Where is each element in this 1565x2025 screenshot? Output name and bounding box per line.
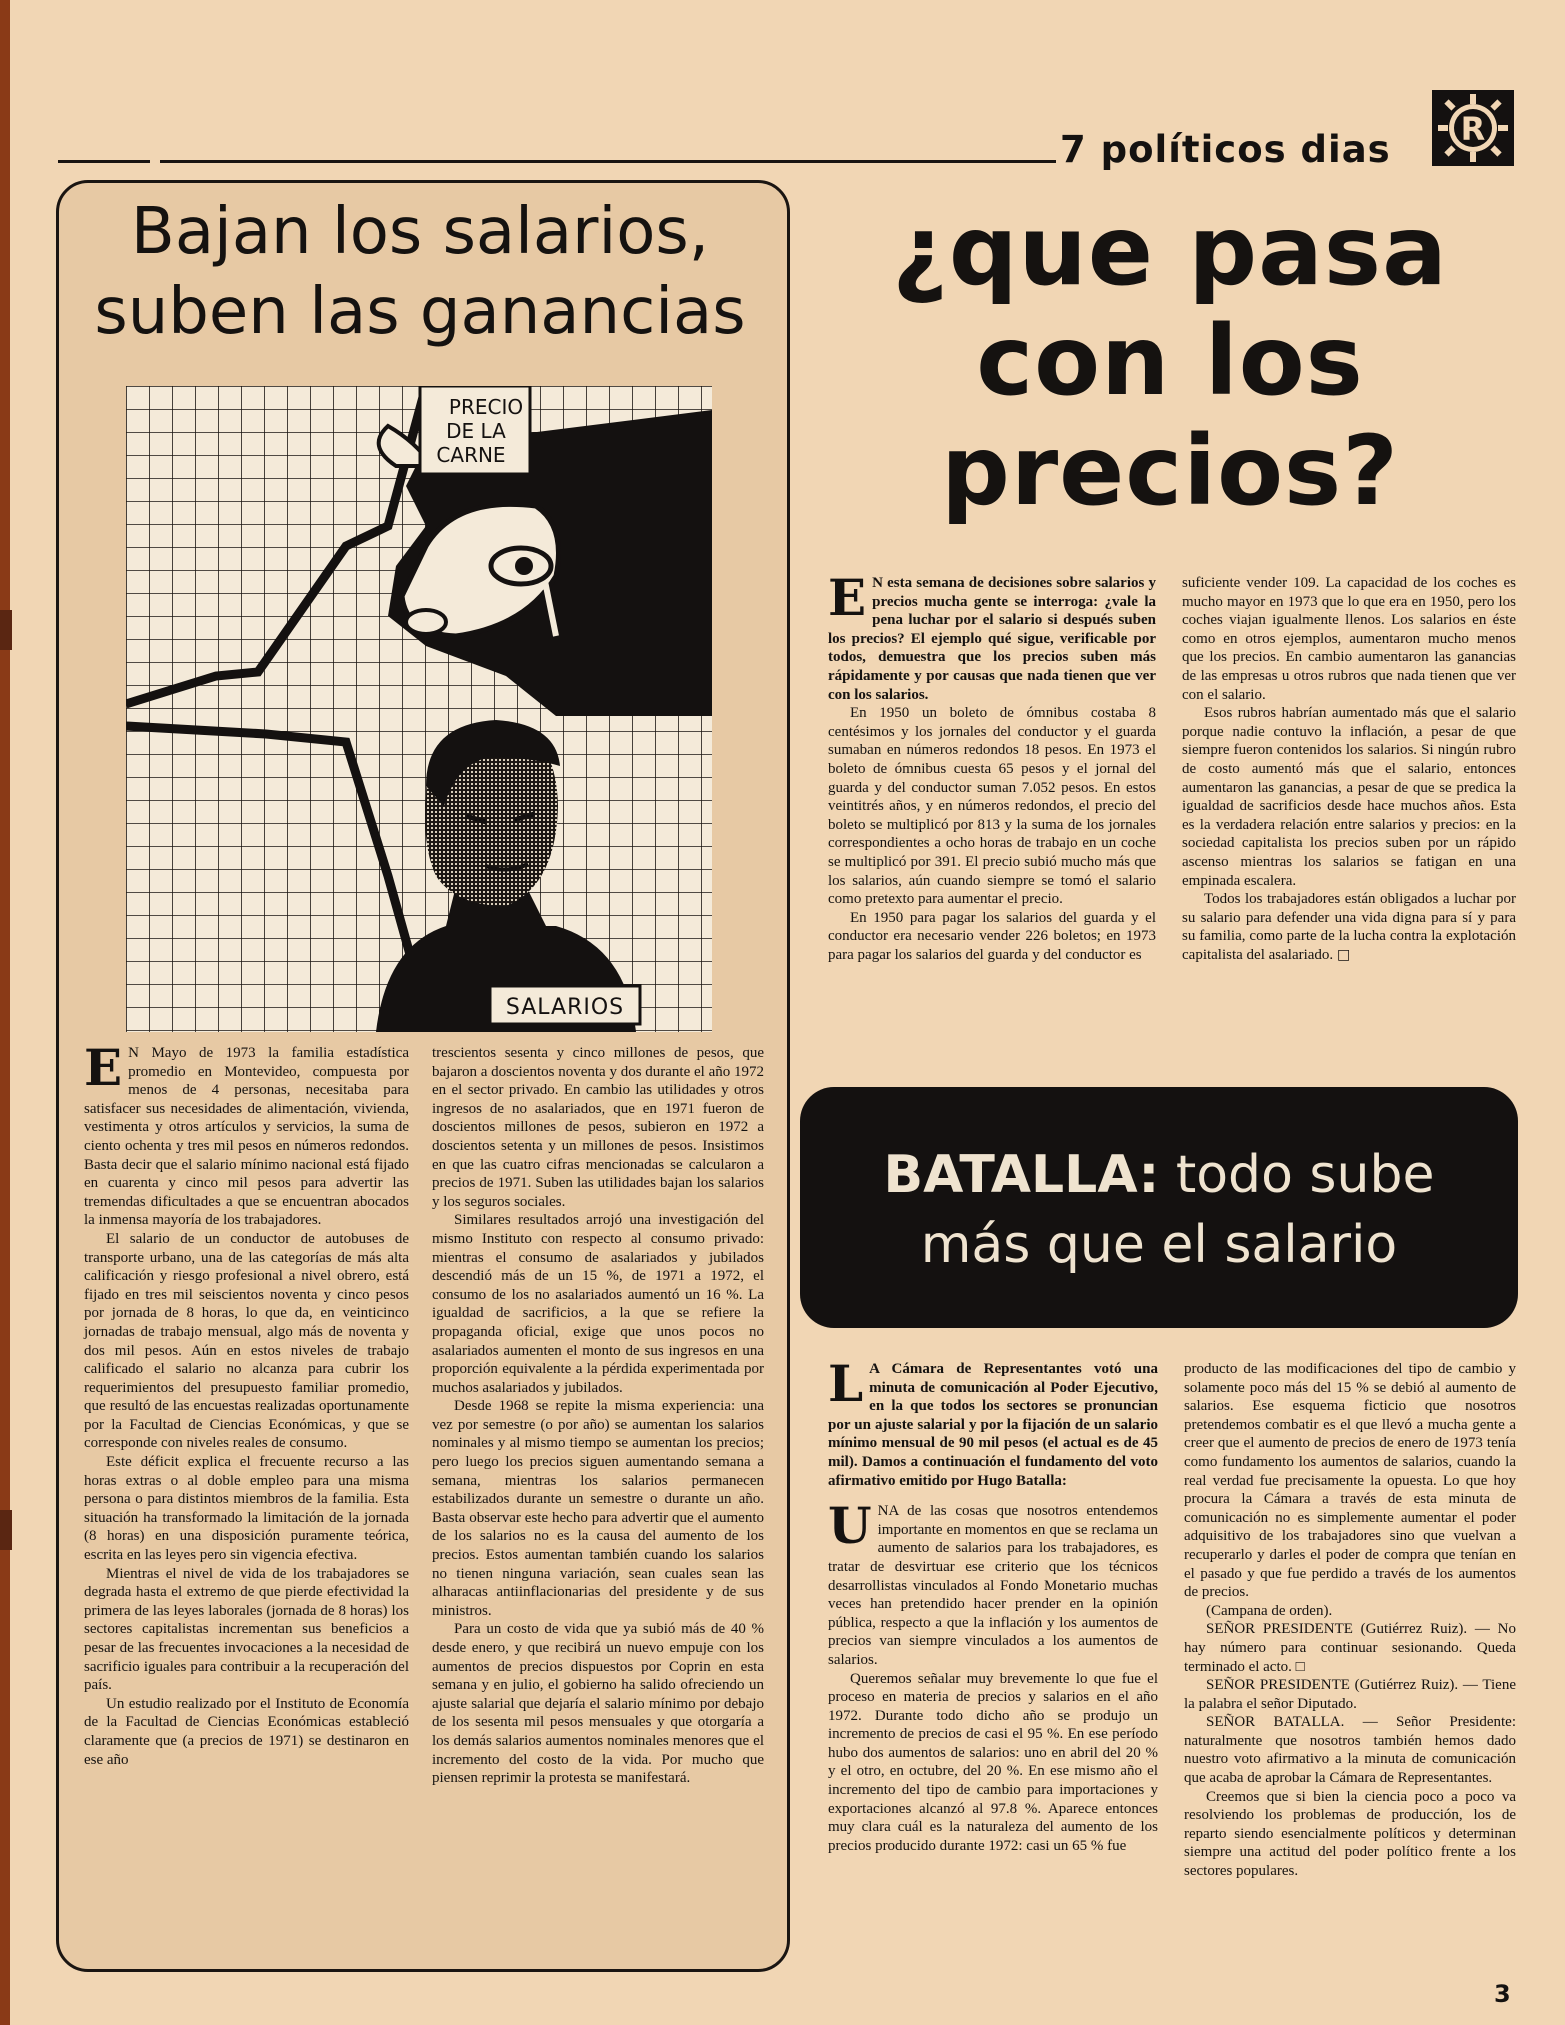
batalla-banner-text [800, 1140, 1518, 1280]
right-article-col1 [828, 568, 1156, 964]
right-headline-line: ¿que pasa [892, 195, 1448, 307]
price-label-line: DE LA [446, 419, 506, 443]
paragraph: SEÑOR BATALLA. — Señor Presidente: naturalmente que nosotros también hemos dado nuestro voto afirmativo a la minuta de comunicación que acaba de aprobar la Cámara de Representantes. [1184, 1714, 1516, 1787]
page-number: 3 [1494, 1980, 1511, 2008]
batalla-col2 [1184, 1360, 1516, 1881]
right-headline [800, 196, 1540, 526]
paragraph: Un estudio realizado por el Instituto de Economía de la Facultad de Ciencias Económicas estableció claramente que (a precios de 1971) se destinaron en ese año [84, 1695, 409, 1768]
magazine-logo [1430, 88, 1516, 168]
paragraph: Queremos señalar muy brevemente lo que fue el proceso en materia de precios y salarios en el año 1972. Durante todo dicho año se produjo un incremento de precios de casi el 95 %. En ese período hubo dos aumentos de salarios: uno en abril del 20 % y el otro, en octubre, del 20 %. En ese mismo año el incremento del tipo de cambio para importaciones y exportaciones alcanzó al 97.8 %. Aparece entonces muy clara cuál es la naturaleza del aumento de los precios producido durante 1972: casi un 65 % fue [828, 1670, 1158, 1854]
right-headline-line: con los [976, 305, 1364, 417]
paragraph: trescientos sesenta y cinco millones de pesos, que bajaron a doscientos noventa y dos durante el año 1972 en el sector privado. En cambio las utilidades y otros ingresos de no asalariados, que en 1971 fueron de doscientos millones de pesos, subieron en 1972 a doscientos setenta y un millones de pesos. Insistimos en que las cuatro cifras mencionadas se calcularon a precios de 1971. Suben las utilidades bajan los salarios y los seguros sociales. [432, 1045, 764, 1210]
left-headline [60, 192, 780, 352]
dropcap: L [828, 1354, 864, 1413]
paragraph: En 1950 un boleto de ómnibus costaba 8 centésimos y los jornales del conductor y el guarda sumaban en números redondos 18 pesos. En 1973 el boleto de ómnibus cuesta 65 pesos y el jornal del guarda y del conductor suman 7.052 pesos. En estos veintitrés años, y en números redondos, el precio del boleto se multiplicó por 813 y la suma de los jornales correspondientes a ocho horas de trabajo en un coche se multiplicó por 391. El precio subió mucho más que los salarios, aún cuando siempre se tomó el salario como pretexto para aumentar el precio. [828, 705, 1156, 908]
paragraph: N Mayo de 1973 la familia estadística promedio en Montevideo, compuesta por menos de 4 personas, necesitaba para satisfacer sus necesidades de alimentación, vivienda, vestimenta y otros artículos y servicios, la suma de ciento ochenta y tres mil pesos en números redondos. Basta decir que el salario mínimo nacional está fijado en cuarenta y cinco mil pesos para advertir las tremendas dificultades a que se encuentran abocados la inmensa mayoría de los trabajadores. [84, 1045, 409, 1229]
dropcap: E [84, 1038, 123, 1097]
header-rule [160, 160, 1056, 163]
paragraph: N esta semana de decisiones sobre salarios y precios mucha gente se interroga: ¿vale la pena luchar por el salario si después suben los precios? El ejemplo qué sigue, verificable por todos, demuestra que los precios suben más rápidamente y por causas que nada tienen que ver con los salarios. [828, 575, 1156, 703]
left-headline-line2: suben las ganancias [94, 275, 746, 349]
batalla-col1 [828, 1354, 1158, 1855]
paragraph: El salario de un conductor de autobuses de transporte urbano, una de las categorías de más alta calificación y riesgo profesional a nivel obrero, está fijado en tres mil seiscientos noventa y cinco pesos por jornada de 8 horas, lo que da, en veinticinco jornadas de trabajo mensual, algo más de noventa y dos mil pesos. Aún en estos niveles de trabajo calificado el salario no alcanza para cubrir los requerimientos del presupuesto familiar promedio, que resultó de las encuestas realizadas oportunamente por la Facultad de Ciencias Económicas, y que se corresponde con niveles reales de consumo. [84, 1230, 409, 1452]
binding-clip [0, 1510, 12, 1550]
logo-letter: R [1460, 110, 1486, 148]
section-title: 7 políticos dias [1060, 128, 1391, 171]
banner-line2: más que el salario [920, 1215, 1398, 1275]
salary-label: SALARIOS [505, 995, 625, 1020]
left-article-col2 [432, 1044, 764, 1788]
paragraph: NA de las cosas que nosotros entendemos importante en momentos en que se reclama un aumento de salarios para los trabajadores, es tratar de desvirtuar ese criterio que los técnicos desarrollistas vinculados al Fondo Monetario muchas veces han pretendido hacer prender en la opinión pública, respecto a que la inflación y los aumentos de precios van siempre vinculados a los aumentos de salarios. [828, 1503, 1158, 1668]
header-rule [58, 160, 150, 163]
paragraph: SEÑOR PRESIDENTE (Gutiérrez Ruiz). — No hay número para continuar sesionando. Queda terminado el acto. □ [1184, 1621, 1516, 1675]
price-label-line: CARNE [436, 443, 506, 467]
page-edge [0, 0, 10, 2025]
paragraph: suficiente vender 109. La capacidad de los coches es mucho mayor en 1973 que lo que era en 1950, pero los coches viajan igualmente llenos. Los salarios en éste como en otros ejemplos, aumentaron mucho menos que los precios. En cambio aumentaron las ganancias de las empresas u otros rubros que nada tienen que ver con el salario. [1182, 575, 1516, 703]
paragraph-text: Todos los trabajadores están obligados a luchar por su salario para defender una vida digna para sí y para su familia, como parte de la lucha contra la explotación capitalista del asalariado. [1182, 891, 1516, 963]
paragraph: Para un costo de vida que ya subió más de 40 % desde enero, y que recibirá un nuevo empuje con los aumentos de precios dispuestos por Coprin en esta semana y en julio, el gobierno ha salido ofreciendo un ajuste salarial que dejaría el salario mínimo por debajo de los sesenta mil pesos mensuales y que otorgaría a los demás salarios aumentos nominales menores que el incremento del costo de la vida. Por mucho que piensen reprimir la protesta se manifestará. [432, 1621, 764, 1787]
right-headline-line: precios? [941, 415, 1399, 527]
left-article-col1 [84, 1038, 409, 1769]
right-article-col2 [1182, 574, 1516, 964]
paragraph: Creemos que si bien la ciencia poco a poco va resolviendo los problemas de producción, los de reparto siendo esencialmente políticos y determinan siempre una actitud del poder político frente a los sectores populares. [1184, 1788, 1516, 1880]
paragraph: Esos rubros habrían aumentado más que el salario porque nadie contuvo la inflación, a pesar de que siempre fueron contenidos los salarios. Si ningún rubro de costo aumentó más que el salario, entonces aumentaron las ganancias, a pesar de que se predica la igualdad de sacrificios desde hace muchos años. Esta es la verdadera relación entre salarios y precios: en la sociedad capitalista los precios suben por un rápido ascenso mientras los salarios se fatigan en una empinada escalera. [1182, 705, 1516, 889]
paragraph: Desde 1968 se repite la misma experiencia: una vez por semestre (o por año) se aumentan los salarios nominales y al mismo tiempo se aumentan los precios; pero luego los precios siguen aumentando semana a semana, mientras los salarios permanecen estabilizados durante un semestre o durante un año. Basta observar este hecho para advertir que el aumento de los salarios no es la causa del aumento de los precios. Estos aumentan también cuando los salarios no tienen ninguna variación, sean cuales sean las alharacas antiinflacionarias del presidente y de sus ministros. [432, 1398, 764, 1619]
binding-clip [0, 610, 12, 650]
paragraph: Similares resultados arrojó una investigación del mismo Instituto con respecto al consumo privado: mientras el consumo de asalariados y jubilados descendió más de un 15 %, de 1971 a 1972, el consumo de los no asalariados aumentó un 16 %. La igualdad de sacrificios, a la que se refiere la propaganda oficial, exige que unos pocos no asalariados aumenten el monto de sus ingresos en una proporción equivalente a la pérdida experimentada por muchos asalariados y jubilados. [432, 1212, 764, 1396]
paragraph: producto de las modificaciones del tipo de cambio y solamente poco más del 15 % se debió al aumento de salarios. Ese esquema ficticio que nosotros pretendemos combatir es el que llevó a mucha gente a creer que el aumento de precios de enero de 1973 tenía como fundamento los aumentos de salarios, cuando la real verdad fue precisamente la opuesta. Lo que hoy procura la Cámara a través de esta minuta de comunicación no es simplemente aumentar el poder adquisitivo de los trabajadores sino que vuelvan a recuperarlo y darles el poder de compra que tenían en el pasado y que fue perdido a través de los aumentos de precios. [1184, 1361, 1516, 1601]
price-label-line: PRECIO [448, 395, 524, 419]
banner-line1: todo sube [1159, 1145, 1435, 1205]
paragraph: En 1950 para pagar los salarios del guarda y el conductor era necesario vender 226 boletos; en 1973 para pagar los salarios del guarda y del conductor es [828, 909, 1156, 963]
paragraph [1182, 890, 1516, 964]
dropcap: U [828, 1496, 872, 1556]
paragraph: SEÑOR PRESIDENTE (Gutiérrez Ruiz). — Tiene la palabra el señor Diputado. [1184, 1677, 1516, 1712]
end-mark: □ [1336, 946, 1351, 963]
intro-paragraph: A Cámara de Representantes votó una minuta de comunicación al Poder Ejecutivo, en la que todos los sectores se pronuncian por un ajuste salarial y por la fijación de un salario mínimo mensual de 90 mil pesos (el actual es de 45 mil). Damos a continuación el fundamento del voto afirmativo emitido por Hugo Batalla: [828, 1361, 1158, 1489]
paragraph: Mientras el nivel de vida de los trabajadores se degrada hasta el extremo de que pierde efectividad la primera de las leyes laborales (jornada de 8 horas) los sectores capitalistas incrementan sus beneficios a pesar de las frecuentes invocaciones a la necesidad de sacrificio iguales para contribuir a la recuperación del país. [84, 1565, 409, 1694]
banner-name: BATALLA: [883, 1145, 1160, 1205]
paragraph: (Campana de orden). [1206, 1602, 1333, 1619]
paragraph: Este déficit explica el frecuente recurso a las horas extras o al doble empleo para una misma persona o para distintos miembros de la familia. Esta situación ha transformado la limitación de la jornada (8 horas) en una disposición puramente teórica, escrita en las leyes pero sin vigencia efectiva. [84, 1454, 409, 1564]
left-headline-line1: Bajan los salarios, [130, 195, 710, 269]
illustration [126, 386, 712, 1032]
dropcap: E [828, 568, 867, 627]
